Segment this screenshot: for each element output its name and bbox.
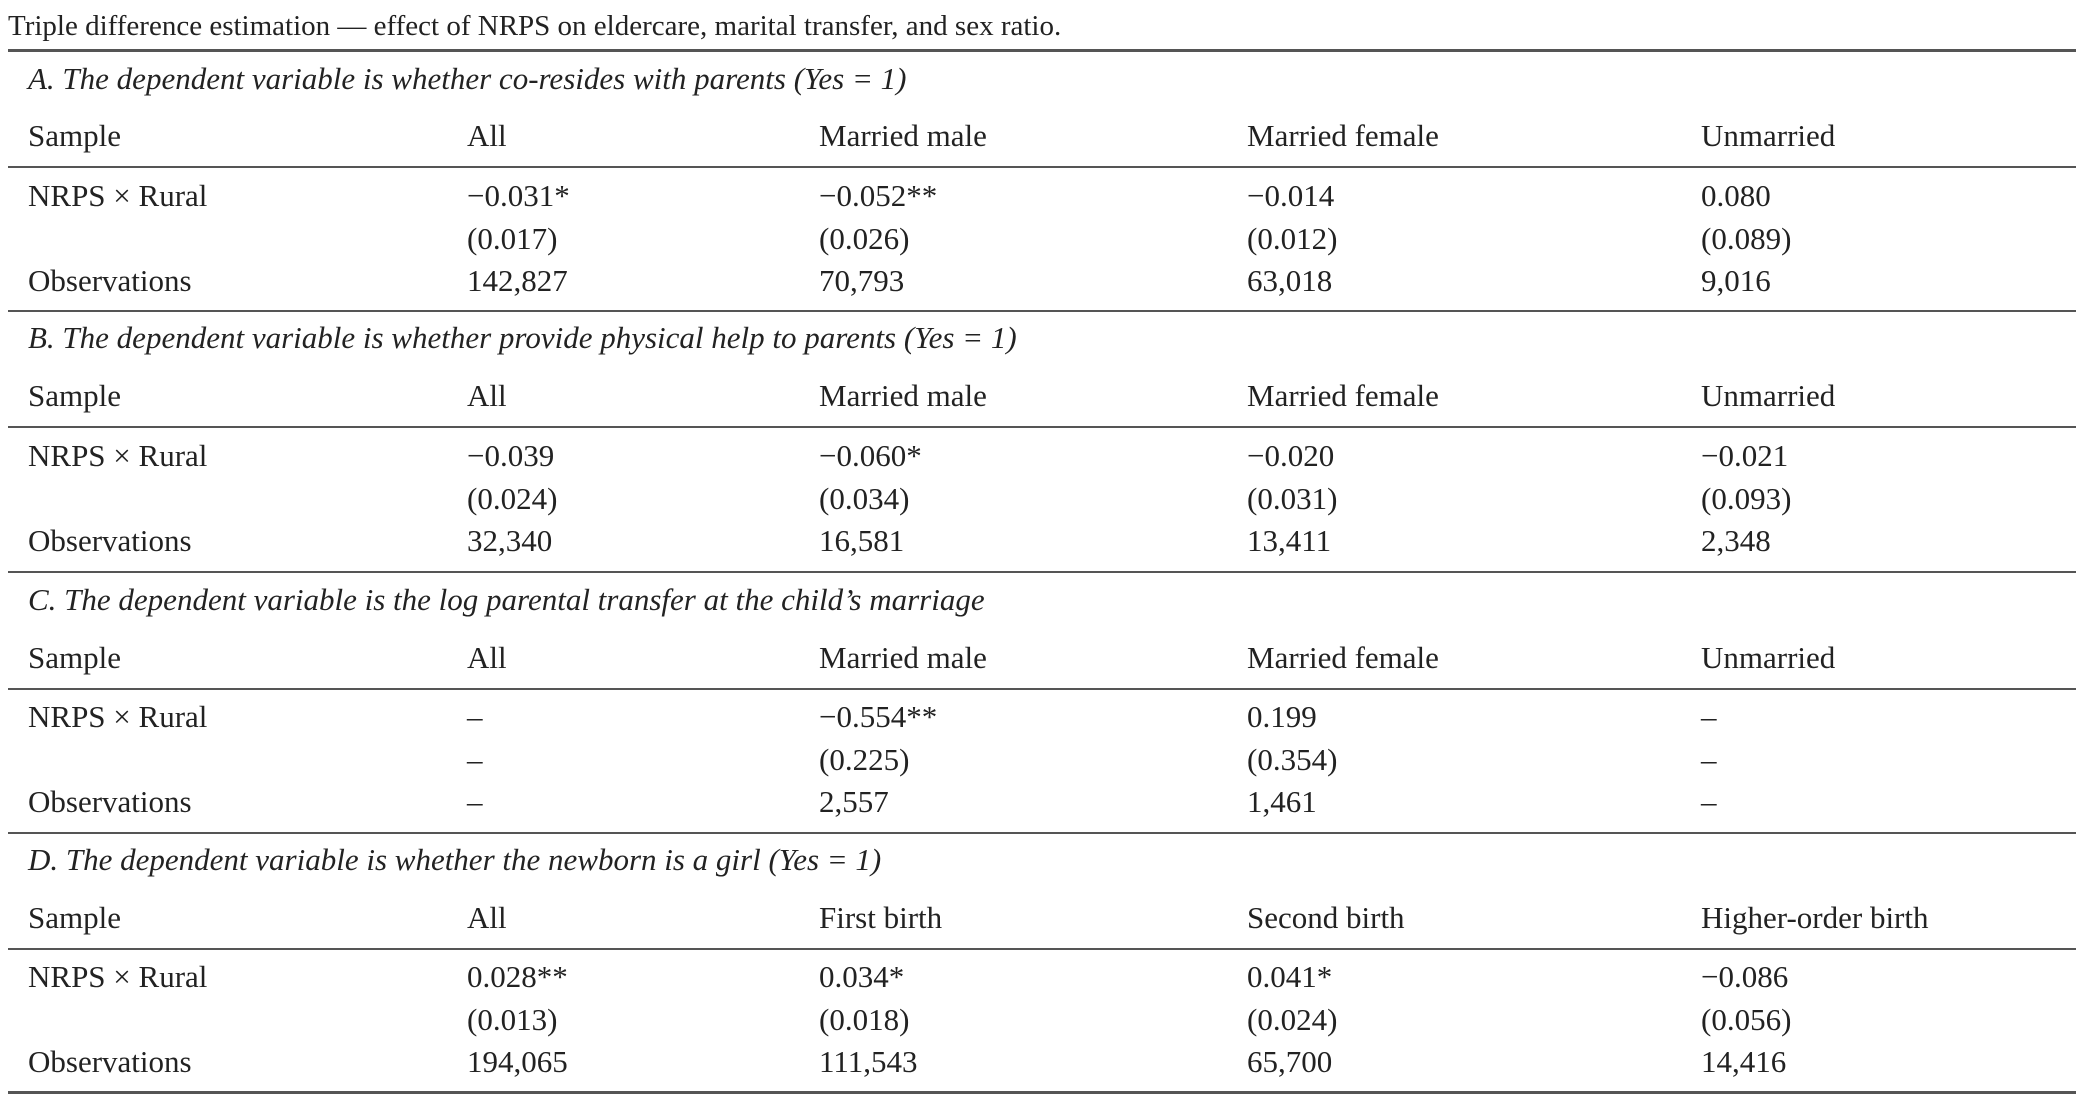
row-label: Observations: [28, 1044, 192, 1079]
row-label: NRPS × Rural: [28, 178, 208, 213]
obs-cell: 16,581: [819, 523, 905, 558]
coef-cell: 0.034*: [819, 959, 905, 994]
panel-a-title: A. The dependent variable is whether co-resides with parents (Yes = 1): [28, 61, 907, 96]
se-cell: (0.026): [819, 221, 910, 256]
coef-cell: −0.039: [467, 438, 555, 473]
obs-cell: 13,411: [1247, 523, 1332, 558]
header-cell: Married male: [819, 378, 987, 413]
coef-cell: 0.041*: [1247, 959, 1333, 994]
header-cell: Sample: [28, 640, 121, 675]
coef-cell: −0.052**: [819, 178, 938, 213]
coef-cell: −0.014: [1247, 178, 1335, 213]
obs-cell: 70,793: [819, 263, 905, 298]
se-cell: (0.012): [1247, 221, 1338, 256]
coef-cell: −0.031*: [467, 178, 570, 213]
obs-cell: 9,016: [1701, 263, 1771, 298]
obs-cell: 194,065: [467, 1044, 568, 1079]
header-cell: Married female: [1247, 118, 1439, 153]
panel-a-header-rule: [8, 166, 2076, 168]
coef-cell: –: [1701, 699, 1717, 734]
coef-cell: −0.021: [1701, 438, 1789, 473]
header-cell: Higher-order birth: [1701, 900, 1929, 935]
se-cell: (0.056): [1701, 1002, 1792, 1037]
header-cell: Sample: [28, 378, 121, 413]
row-label: NRPS × Rural: [28, 699, 208, 734]
coef-cell: −0.554**: [819, 699, 938, 734]
se-cell: (0.034): [819, 481, 910, 516]
obs-cell: 32,340: [467, 523, 553, 558]
se-cell: (0.013): [467, 1002, 558, 1037]
se-cell: (0.225): [819, 742, 910, 777]
se-cell: –: [467, 742, 483, 777]
header-cell: First birth: [819, 900, 943, 935]
obs-cell: 14,416: [1701, 1044, 1787, 1079]
row-label: Observations: [28, 263, 192, 298]
panel-c-header-rule: [8, 688, 2076, 690]
panel-b-header-rule: [8, 426, 2076, 428]
header-cell: Unmarried: [1701, 118, 1836, 153]
panel-b-title: B. The dependent variable is whether provide physical help to parents (Yes = 1): [28, 320, 1017, 355]
panel-d-header-rule: [8, 948, 2076, 950]
header-cell: Married female: [1247, 378, 1439, 413]
coef-cell: −0.020: [1247, 438, 1335, 473]
coef-cell: −0.086: [1701, 959, 1789, 994]
se-cell: (0.031): [1247, 481, 1338, 516]
table-bottom-rule: [8, 1091, 2076, 1094]
header-cell: All: [467, 900, 507, 935]
obs-cell: 1,461: [1247, 784, 1317, 819]
coef-cell: 0.028**: [467, 959, 568, 994]
panel-c-title: C. The dependent variable is the log parental transfer at the child’s marriage: [28, 582, 985, 617]
header-cell: Married male: [819, 640, 987, 675]
row-label: NRPS × Rural: [28, 959, 208, 994]
header-cell: All: [467, 640, 507, 675]
obs-cell: –: [1701, 784, 1717, 819]
se-cell: (0.017): [467, 221, 558, 256]
obs-cell: 65,700: [1247, 1044, 1333, 1079]
coef-cell: 0.199: [1247, 699, 1317, 734]
panel-c-bottom-rule: [8, 832, 2076, 834]
header-cell: Married male: [819, 118, 987, 153]
row-label: Observations: [28, 784, 192, 819]
row-label: NRPS × Rural: [28, 438, 208, 473]
table-caption: Triple difference estimation — effect of NRPS on eldercare, marital transfer, and sex ratio.: [8, 10, 1062, 42]
se-cell: (0.018): [819, 1002, 910, 1037]
se-cell: (0.354): [1247, 742, 1338, 777]
obs-cell: 142,827: [467, 263, 568, 298]
header-cell: Sample: [28, 118, 121, 153]
se-cell: (0.089): [1701, 221, 1792, 256]
obs-cell: 2,348: [1701, 523, 1771, 558]
header-cell: Sample: [28, 900, 121, 935]
header-cell: Unmarried: [1701, 378, 1836, 413]
header-cell: Married female: [1247, 640, 1439, 675]
panel-d-title: D. The dependent variable is whether the newborn is a girl (Yes = 1): [28, 842, 882, 877]
obs-cell: 63,018: [1247, 263, 1333, 298]
coef-cell: −0.060*: [819, 438, 922, 473]
header-cell: Unmarried: [1701, 640, 1836, 675]
coef-cell: –: [467, 699, 483, 734]
header-cell: All: [467, 378, 507, 413]
header-cell: All: [467, 118, 507, 153]
row-label: Observations: [28, 523, 192, 558]
obs-cell: 2,557: [819, 784, 889, 819]
table-top-rule: [8, 49, 2076, 52]
panel-b-bottom-rule: [8, 571, 2076, 573]
header-cell: Second birth: [1247, 900, 1405, 935]
se-cell: –: [1701, 742, 1717, 777]
se-cell: (0.024): [1247, 1002, 1338, 1037]
obs-cell: 111,543: [819, 1044, 918, 1079]
se-cell: (0.024): [467, 481, 558, 516]
obs-cell: –: [467, 784, 483, 819]
coef-cell: 0.080: [1701, 178, 1771, 213]
se-cell: (0.093): [1701, 481, 1792, 516]
panel-a-bottom-rule: [8, 310, 2076, 312]
